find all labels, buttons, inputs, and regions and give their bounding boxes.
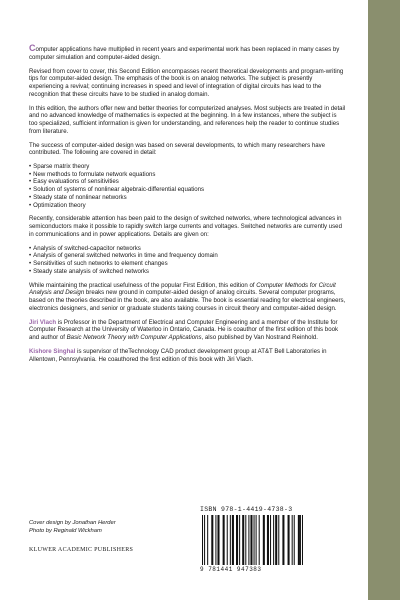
cover-design-credit: Cover design by Jonathan Herder xyxy=(29,520,116,526)
cover-credits xyxy=(29,520,116,535)
barcode-bar xyxy=(270,515,271,565)
intro-paragraph xyxy=(29,45,346,61)
list-item: • Solution of systems of nonlinear algebraic-differential equations xyxy=(29,186,346,194)
barcode-bar xyxy=(254,515,255,565)
intro-text: omputer applications have multiplied in recent years and experimental work has been replaced in many cases by computer simulation and computer-aided design. xyxy=(29,46,340,61)
paragraph-success: The success of computer-aided design was based on several developments, to which many researchers have contributed. The following are covered in detail: xyxy=(29,141,326,157)
list-item: • Easy evaluations of sensitivities xyxy=(29,178,346,186)
isbn-block xyxy=(200,506,340,573)
barcode-bar xyxy=(275,515,277,565)
barcode-bar xyxy=(217,515,219,565)
barcode-bar xyxy=(204,515,205,565)
list-item: • Sensitivities of such networks to element changes xyxy=(29,260,346,268)
barcode-bar xyxy=(256,515,257,565)
barcode-bar xyxy=(242,515,244,565)
barcode-bar xyxy=(288,515,290,565)
blurb-text xyxy=(29,45,346,369)
barcode-bar xyxy=(245,515,246,565)
author-bio-singhal xyxy=(29,348,346,363)
barcode-bar xyxy=(300,515,301,565)
barcode-bar xyxy=(232,515,234,565)
barcode-bar xyxy=(263,515,265,565)
paragraph-text: breaks new ground in computer-aided design of analog circuits. Several computer programs, based on the theories described in the book, are also available. The book is essential reading for electrical engineers, electronics designers, and senior or graduate students taking courses in circuit theory and computer-aided design. xyxy=(29,289,346,312)
paragraph-this-edition: In this edition, the authors offer new and better theories for computerized analyses. Most subjects are treated in detail and no advanced knowledge of mathematics is expected at the beginning. In a few instances, where the subject is too specialized, sufficient information is given for understanding, and references help the reader to continue studies from literature. xyxy=(29,104,346,135)
list-item: • Analysis of switched-capacitor networks xyxy=(29,245,346,253)
drop-cap: C xyxy=(29,43,36,53)
barcode-bar xyxy=(259,515,260,565)
barcode-bar xyxy=(267,515,269,565)
isbn-label: ISBN 978-1-4419-4738-3 xyxy=(200,506,293,513)
barcode-bar xyxy=(227,515,228,565)
list-item: • Steady state analysis of switched networks xyxy=(29,268,346,276)
paragraph-switched-networks: Recently, considerable attention has been paid to the design of switched networks, where technological advances in semiconductors make it possible to rapidly switch large currents and voltages. Switched networks are currently used in communications and in power applications. Details are given on: xyxy=(29,215,342,238)
barcode-bar xyxy=(236,515,238,565)
barcode-bar xyxy=(202,515,203,565)
paragraph-maintaining xyxy=(29,282,346,313)
list-item: • New methods to formulate network equations xyxy=(29,171,346,179)
barcode-bar xyxy=(215,515,216,565)
list-item: • Sparse matrix theory xyxy=(29,163,346,171)
author-name: Jiri Vlach xyxy=(29,318,57,326)
barcode-digits: 9 781441 947383 xyxy=(200,566,262,573)
barcode-bar xyxy=(292,515,293,565)
barcode-bar xyxy=(248,515,249,565)
barcode-bar xyxy=(223,515,225,565)
barcode-bar xyxy=(230,515,231,565)
list-item: • Analysis of general switched networks in time and frequency domain xyxy=(29,252,346,260)
barcode-bar xyxy=(239,515,240,565)
list-item: • Steady state of nonlinear networks xyxy=(29,194,346,202)
author-bio-text: is Professor in the Department of Electrical and Computer Engineering and a member of the Institute for Computer Research at the University of Waterloo in Ontario, Canada. He is coauthor of the first edition of this book and author of xyxy=(29,318,339,341)
list-item: • Optimization theory xyxy=(29,202,346,210)
barcode-bar xyxy=(273,515,274,565)
photo-credit: Photo by Reginald Wickham xyxy=(29,527,102,534)
author-bio-text: is supervisor of theTechnology CAD product development group at AT&T Bell Laboratories in Allentown, Pennsylvania. He coauthored the first edition of this book with Jiri Vlach. xyxy=(29,347,327,363)
barcode-bar xyxy=(250,515,252,565)
book-title: Computer Methods for Circuit Analysis and Design xyxy=(29,281,336,297)
barcode xyxy=(200,515,305,565)
author-bio-vlach xyxy=(29,319,346,342)
switched-topics-list xyxy=(29,245,346,276)
publisher-name: KLUWER ACADEMIC PUBLISHERS xyxy=(29,547,134,553)
barcode-bar xyxy=(282,515,284,565)
barcode-bar xyxy=(298,515,300,565)
author-name: Kishore Singhal xyxy=(29,347,76,355)
barcode-bar xyxy=(294,515,295,565)
spine-color-band xyxy=(368,0,400,600)
author-bio-text: , also published by Van Nostrand Reinhold. xyxy=(201,333,318,341)
paragraph-text: While maintaining the practical usefulness of the popular First Edition, this edition of xyxy=(29,281,257,289)
paragraph-revised: Revised from cover to cover, this Second Edition encompasses recent theoretical developments and program-writing tips for computer-aided design. The emphasis of the book is on analog networks. The subject is presently experiencing a revival; continuing increases in speed and level of integration of digital circuits has lead to the recognition that these circuits have to be studied in analog domain. xyxy=(29,67,344,98)
topics-list xyxy=(29,163,346,209)
book-title: Basic Network Theory with Computer Applications xyxy=(66,333,202,341)
barcode-bar xyxy=(278,515,279,565)
barcode-bar xyxy=(211,515,213,565)
barcode-bar xyxy=(302,515,303,565)
barcode-bar xyxy=(207,515,208,565)
